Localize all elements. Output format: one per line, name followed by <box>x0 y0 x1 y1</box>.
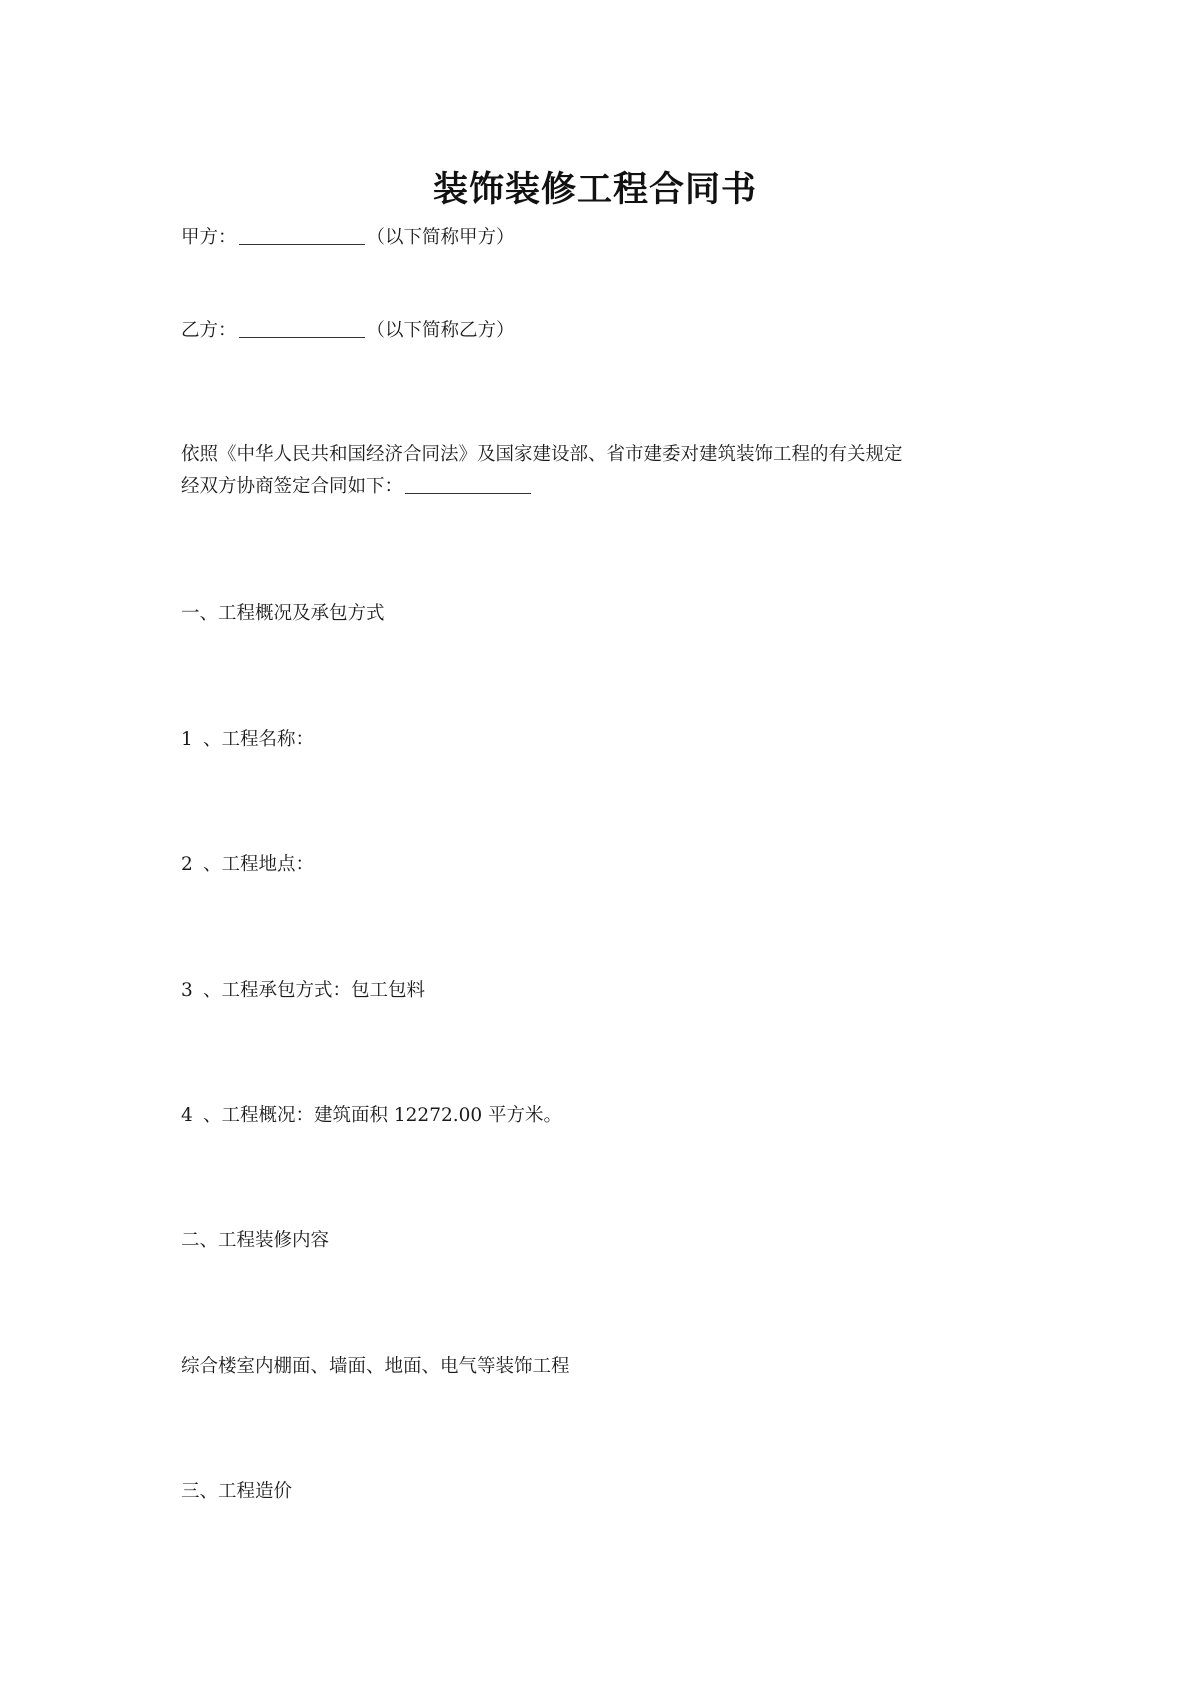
item-number: 2 <box>181 854 193 875</box>
section-1-item-4 <box>181 1102 562 1130</box>
section-1-item-3 <box>181 977 425 1005</box>
section-1-item-2 <box>181 851 314 879</box>
item-text: 、工程名称： <box>203 729 315 750</box>
party-a-line <box>181 224 515 252</box>
item-text: 、工程概况：建筑面积 12272.00 平方米。 <box>203 1105 563 1126</box>
party-b-blank <box>239 319 365 338</box>
party-b-line <box>181 317 515 345</box>
preamble-line-2-text: 经双方协商签定合同如下： <box>181 476 404 497</box>
item-number: 3 <box>181 980 193 1001</box>
section-3-heading: 三、工程造价 <box>181 1481 293 1502</box>
item-text: 、工程地点： <box>203 854 315 875</box>
section-1-heading: 一、工程概况及承包方式 <box>181 603 385 624</box>
item-number: 1 <box>181 729 193 750</box>
document-title: 装饰装修工程合同书 <box>432 170 757 210</box>
preamble-line-2 <box>181 473 533 501</box>
party-a-label: 甲方： <box>181 227 237 248</box>
preamble-blank <box>405 475 531 494</box>
section-1-item-1 <box>181 726 314 754</box>
party-a-note: （以下简称甲方） <box>366 227 515 248</box>
section-2-heading: 二、工程装修内容 <box>181 1230 330 1251</box>
party-b-label: 乙方： <box>181 320 237 341</box>
party-b-note: （以下简称乙方） <box>366 320 515 341</box>
preamble-line-1: 依照《中华人民共和国经济合同法》及国家建设部、省市建委对建筑装饰工程的有关规定 <box>181 444 903 465</box>
item-text: 、工程承包方式：包工包料 <box>203 980 426 1001</box>
party-a-blank <box>239 226 365 245</box>
section-2-content: 综合楼室内棚面、墙面、地面、电气等装饰工程 <box>181 1356 570 1377</box>
item-number: 4 <box>181 1105 193 1126</box>
